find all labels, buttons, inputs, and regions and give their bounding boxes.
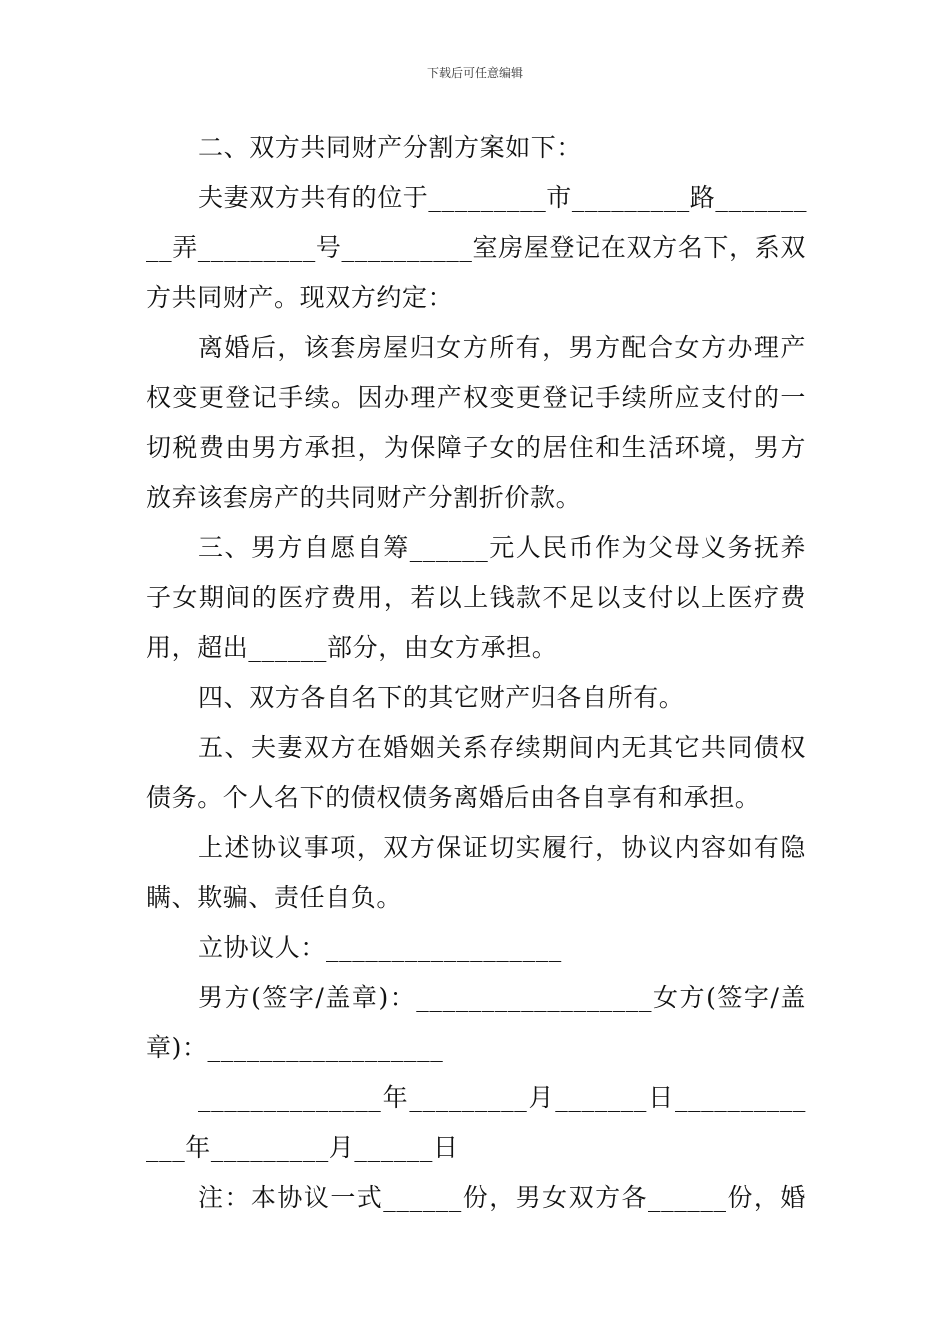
paragraph-line: __弄_________号__________室房屋登记在双方名下，系双 xyxy=(146,233,806,262)
date-line: ___年_________月______日 xyxy=(146,1133,459,1162)
date-line: ______________年_________月_______日__________ xyxy=(198,1083,806,1112)
section-4-line: 四、双方各自名下的其它财产归各自所有。 xyxy=(198,683,685,712)
paragraph-line: 上述协议事项，双方保证切实履行，协议内容如有隐 xyxy=(198,833,806,862)
signature-line: 男方(签字/盖章)：__________________女方(签字/盖 xyxy=(198,983,806,1012)
paragraph-line: 放弃该套房产的共同财产分割折价款。 xyxy=(146,483,582,512)
section-5-line: 五、夫妻双方在婚姻关系存续期间内无其它共同债权 xyxy=(198,733,806,762)
paragraph-line: 用，超出______部分，由女方承担。 xyxy=(146,633,558,662)
paragraph-line: 切税费由男方承担，为保障子女的居住和生活环境，男方 xyxy=(146,433,806,462)
signature-line: 章)：__________________ xyxy=(146,1033,444,1062)
paragraph-line: 夫妻双方共有的位于_________市_________路_______ xyxy=(198,183,808,212)
page-header: 下载后可任意编辑 xyxy=(426,66,523,80)
section-3-line: 三、男方自愿自筹______元人民币作为父母义务抚养 xyxy=(198,533,806,562)
paragraph-line: 权变更登记手续。因办理产权变更登记手续所应支付的一 xyxy=(146,383,806,412)
note-line: 注：本协议一式______份，男女双方各______份，婚 xyxy=(198,1183,806,1212)
paragraph-line: 子女期间的医疗费用，若以上钱款不足以支付以上医疗费 xyxy=(146,583,806,612)
signatory-line: 立协议人：__________________ xyxy=(198,933,562,962)
paragraph-line: 方共同财产。现双方约定： xyxy=(146,283,454,312)
section-2-title: 二、双方共同财产分割方案如下： xyxy=(198,133,583,162)
paragraph-line: 瞒、欺骗、责任自负。 xyxy=(146,883,403,912)
paragraph-line: 离婚后，该套房屋归女方所有，男方配合女方办理产 xyxy=(198,333,806,362)
paragraph-line: 债务。个人名下的债权债务离婚后由各自享有和承担。 xyxy=(146,783,761,812)
